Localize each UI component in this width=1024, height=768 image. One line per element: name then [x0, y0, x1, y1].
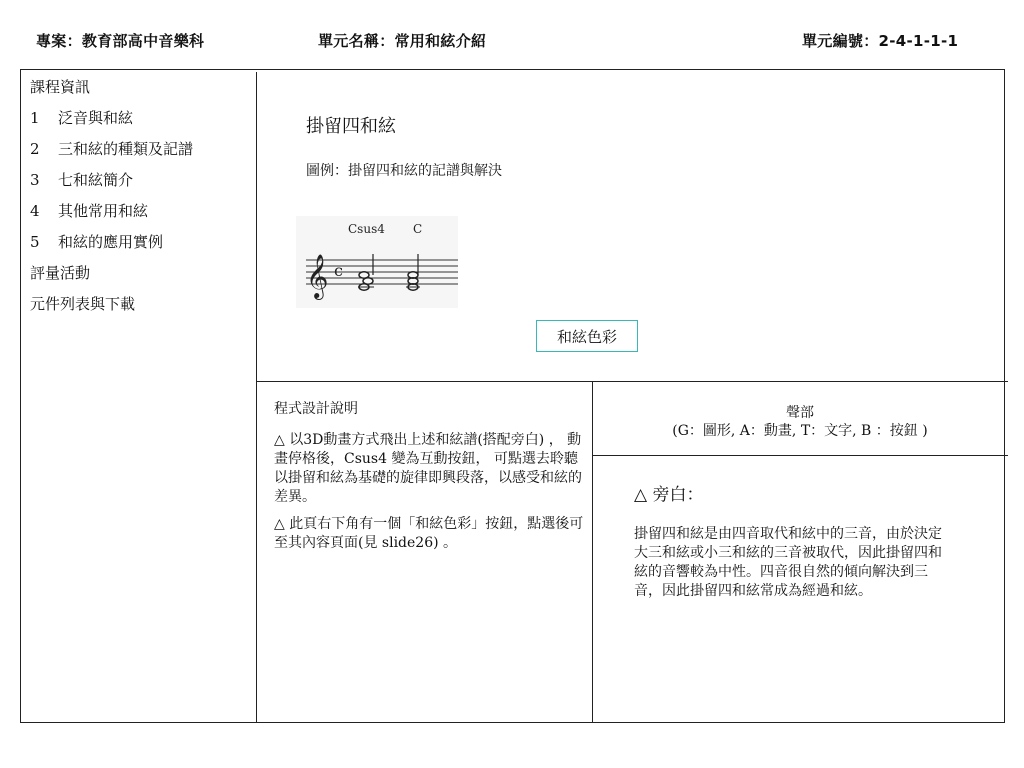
sidebar-divider: [256, 72, 257, 723]
figure-caption: 圖例：掛留四和絃的記譜與解決: [306, 163, 502, 179]
page-title: 掛留四和絃: [306, 116, 396, 137]
svg-text:𝄞: 𝄞: [306, 254, 329, 298]
nav-item-number: 4: [30, 202, 40, 220]
nav-item-label: 和絃的應用實例: [58, 233, 164, 251]
nav-item-1[interactable]: [30, 107, 193, 138]
nav-item-label: 七和絃簡介: [58, 171, 134, 189]
nav-item-label: 三和絃的種類及記譜: [58, 140, 194, 158]
frame-top: [20, 69, 1005, 70]
unit-name-label: 單元名稱：常用和絃介紹: [318, 32, 487, 50]
nav-assessment[interactable]: 評量活動: [30, 264, 91, 282]
frame-bottom: [20, 722, 1005, 723]
nav-item-label: 其他常用和絃: [58, 202, 149, 220]
voice-heading: 聲部: [786, 405, 814, 421]
nav-item-number: 5: [30, 233, 40, 251]
nav-item-number: 2: [30, 140, 40, 158]
chord-label-csus4[interactable]: Csus4: [348, 222, 385, 236]
nav-item-number: 1: [30, 109, 40, 127]
project-label: 專案：教育部高中音樂科: [36, 32, 205, 50]
design-note-1: △ 以3D動畫方式飛出上述和絃譜(搭配旁白) ， 動畫停格後，Csus4 變為互動按鈕， 可點選去聆聽以掛留和絃為基礎的旋律即興段落，以感受和絃的差異。: [274, 432, 582, 505]
nav-item-number: 3: [30, 171, 40, 189]
nav-item-5[interactable]: [30, 231, 193, 262]
frame-left: [20, 69, 21, 723]
nav-item-2[interactable]: [30, 138, 193, 169]
design-notes-heading: 程式設計說明: [274, 401, 358, 417]
nav-item-label: 泛音與和絃: [58, 109, 134, 127]
narration-title: △ 旁白：: [634, 485, 704, 505]
svg-text:c: c: [334, 261, 343, 280]
voice-legend: (G：圖形, A：動畫, T：文字, B ：按鈕 ): [672, 423, 928, 439]
chord-label-c: C: [413, 222, 423, 236]
music-staff-icon: [296, 216, 458, 308]
sidebar-nav: [30, 76, 193, 324]
nav-heading[interactable]: 課程資訊: [30, 78, 91, 96]
chord-color-button[interactable]: 和絃色彩: [536, 320, 638, 352]
design-notes-panel: [274, 400, 586, 561]
narration-text: 掛留四和絃是由四音取代和絃中的三音，由於決定大三和絃或小三和絃的三音被取代，因此掛留四和絃的音響較為中性。四音很自然的傾向解決到三音，因此掛留四和絃常成為經過和絃。: [634, 526, 942, 599]
voice-divider: [592, 455, 1008, 456]
content-divider: [256, 381, 1008, 382]
nav-downloads[interactable]: 元件列表與下載: [30, 295, 136, 313]
chord-notation-figure[interactable]: [296, 216, 458, 308]
notes-divider: [592, 381, 593, 723]
unit-code-label: 單元編號：2-4-1-1-1: [802, 32, 959, 50]
frame-right: [1004, 69, 1005, 723]
design-note-2: △ 此頁右下角有一個「和絃色彩」按鈕，點選後可至其內容頁面(見 slide26) 。: [274, 516, 584, 551]
nav-item-4-selected[interactable]: [30, 200, 193, 231]
voice-panel-heading: [594, 404, 1006, 440]
nav-item-3[interactable]: [30, 169, 193, 200]
